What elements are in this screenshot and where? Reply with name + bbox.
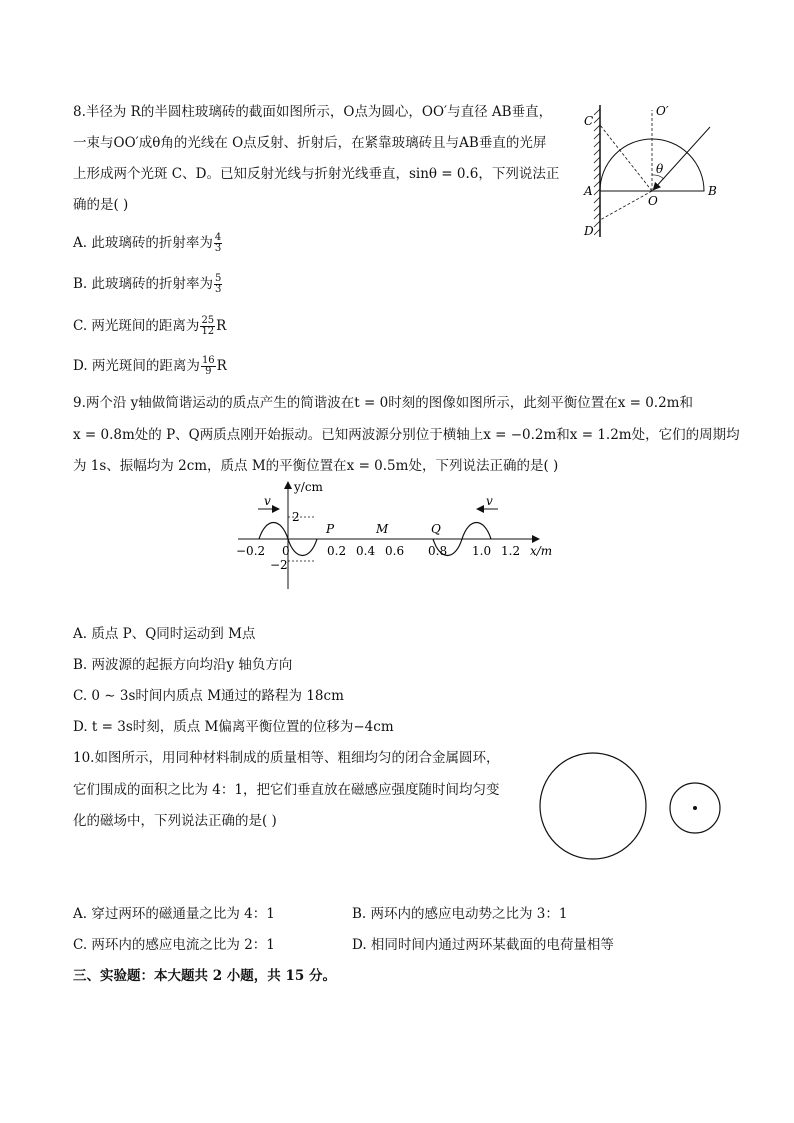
q8-b-num: 5 — [215, 273, 222, 284]
q8-option-b-text: B. 此玻璃砖的折射率为 — [73, 276, 214, 292]
x-tick-label: 1.0 — [472, 544, 492, 558]
q8-line-2: 一束与OO′成θ角的光线在 O点反射、折射后，在紧靠玻璃砖且与AB垂直的光屏 — [73, 135, 547, 151]
label-a: A — [584, 184, 593, 198]
label-o: O — [648, 194, 658, 208]
q8-option-b[interactable] — [73, 274, 223, 295]
q8-option-d-fraction — [201, 356, 216, 377]
q10-rings-figure — [535, 748, 735, 868]
q8-line-1: 8.半径为 R的半圆柱玻璃砖的截面如图所示，O点为圆心，OO′与直径 AB垂直， — [73, 104, 553, 120]
q8-option-a-fraction — [214, 233, 222, 254]
point-m-label: M — [376, 522, 389, 536]
x-tick-label: −0.2 — [236, 544, 266, 558]
x-tick-label: 0.2 — [327, 544, 347, 558]
y-tick-pos: 2 — [292, 510, 300, 524]
x-axis-label: x/m — [530, 544, 553, 558]
q10-line-3: 化的磁场中，下列说法正确的是( ) — [73, 813, 277, 829]
q8-option-d[interactable] — [73, 356, 227, 377]
label-d: D — [584, 224, 594, 238]
q8-c-den: 12 — [201, 326, 215, 337]
q8-b-den: 3 — [215, 284, 222, 295]
q8-option-c-fraction — [200, 316, 215, 337]
label-theta: θ — [656, 162, 664, 176]
point-q-label: Q — [431, 522, 441, 536]
q8-option-a-text: A. 此玻璃砖的折射率为 — [73, 235, 213, 251]
q9-option-a[interactable]: A. 质点 P、Q同时运动到 M点 — [73, 626, 256, 642]
q10-option-b[interactable]: B. 两环内的感应电动势之比为 3：1 — [352, 906, 568, 922]
point-p-label: P — [326, 522, 335, 536]
large-ring — [540, 753, 646, 859]
x-tick-label: 0.8 — [428, 544, 448, 558]
y-axis-label: y/cm — [294, 480, 323, 494]
q8-option-a[interactable] — [73, 233, 223, 254]
x-tick-label: 0 — [282, 544, 290, 558]
q8-option-c[interactable] — [73, 316, 226, 337]
x-tick-label: 0.6 — [385, 544, 405, 558]
label-o-prime: O′ — [656, 104, 669, 118]
q10-line-2: 它们围成的面积之比为 4：1，把它们垂直放在磁感应强度随时间均匀变 — [73, 782, 500, 798]
q8-option-b-fraction — [214, 274, 222, 295]
small-ring-center-dot — [693, 806, 697, 810]
q9-option-d[interactable]: D. t = 3s时刻，质点 M偏离平衡位置的位移为−4cm — [73, 719, 394, 735]
q8-option-c-suffix: R — [216, 318, 227, 334]
q9-line-3: 为 1s、振幅均为 2cm，质点 M的平衡位置在x = 0.5m处，下列说法正确的是( ) — [73, 458, 559, 474]
q9-wave-figure — [230, 477, 560, 597]
q8-line-4: 确的是( ) — [73, 197, 129, 213]
q9-line-1: 9.两个沿 y轴做简谐运动的质点产生的简谐波在t = 0时刻的图像如图所示，此刻平衡位置在x = 0.2m和 — [73, 395, 693, 411]
q10-line-1: 10.如图所示，用同种材料制成的质量相等、粗细均匀的闭合金属圆环， — [73, 750, 500, 766]
label-b: B — [708, 184, 717, 198]
v-right-label: v — [486, 494, 493, 508]
y-tick-neg: −2 — [270, 558, 288, 572]
q8-figure — [576, 95, 736, 245]
label-c: C — [584, 114, 594, 128]
section-3-heading: 三、实验题：本大题共 2 小题，共 15 分。 — [73, 968, 336, 984]
x-tick-label: 1.2 — [501, 544, 521, 558]
q8-d-num: 16 — [201, 355, 215, 366]
q8-a-num: 4 — [214, 232, 222, 243]
q9-line-2: x = 0.8m处的 P、Q两质点刚开始振动。已知两波源分别位于横轴上x = −0.2m和x = 1.2m处，它们的周期均 — [73, 427, 740, 443]
q9-option-c[interactable]: C. 0 ∼ 3s时间内质点 M通过的路程为 18cm — [73, 688, 344, 704]
q10-option-d[interactable]: D. 相同时间内通过两环某截面的电荷量相等 — [352, 937, 614, 953]
q8-d-den: 9 — [205, 366, 212, 377]
q10-option-a[interactable]: A. 穿过两环的磁通量之比为 4：1 — [73, 906, 275, 922]
q8-option-d-text: D. 两光斑间的距离为 — [73, 358, 200, 374]
q8-option-c-text: C. 两光斑间的距离为 — [73, 318, 200, 334]
q8-line-3: 上形成两个光斑 C、D。已知反射光线与折射光线垂直，sinθ = 0.6，下列说法正 — [73, 166, 560, 182]
q10-option-c[interactable]: C. 两环内的感应电流之比为 2：1 — [73, 937, 275, 953]
v-left-label: v — [264, 494, 271, 508]
q8-option-d-suffix: R — [216, 358, 227, 374]
q8-c-num: 25 — [201, 315, 215, 326]
q9-option-b[interactable]: B. 两波源的起振方向均沿y 轴负方向 — [73, 657, 293, 673]
x-tick-label: 0.4 — [356, 544, 376, 558]
q8-a-den: 3 — [214, 243, 222, 254]
